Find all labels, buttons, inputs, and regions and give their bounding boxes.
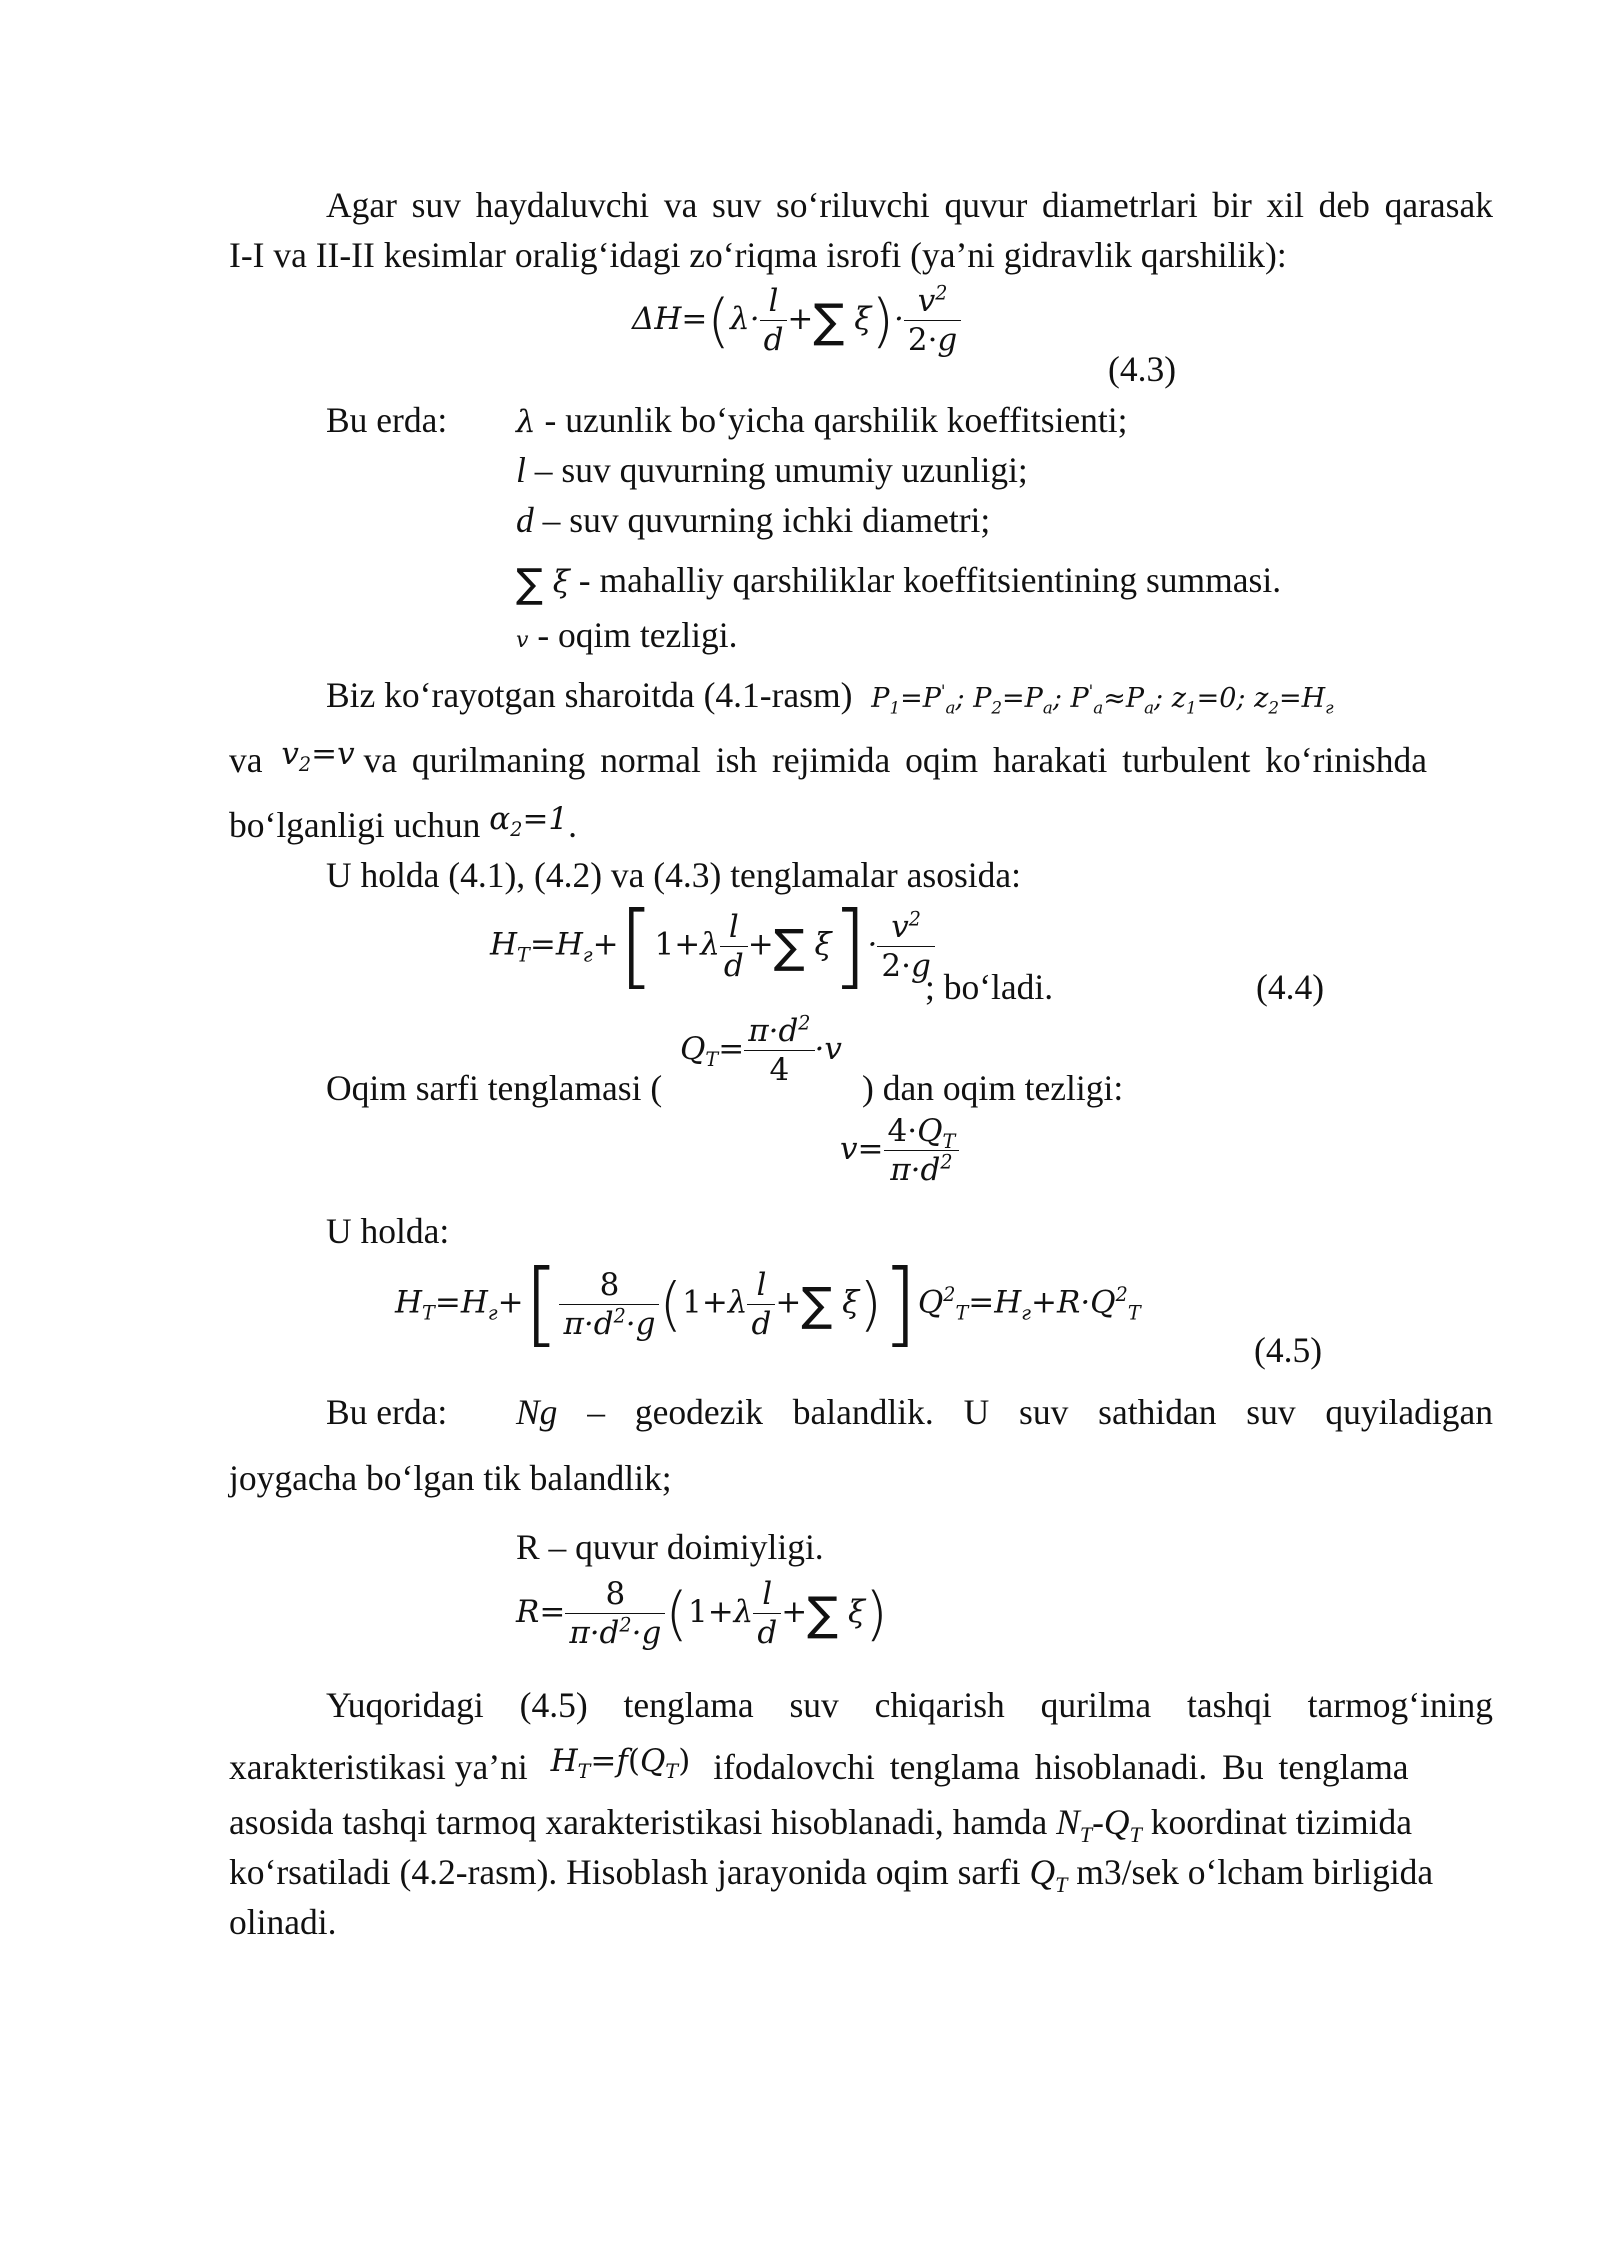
velocity-equation: v= $\frac{4\cdot Q_T}{\pi\cdot d^2}$ xyxy=(840,1112,959,1189)
equation-4-5: $H_T=H_г+$[ $\frac{8}{\pi\cdot d^2\cdot g}$ (1+λ $\frac{l}{d}$ +∑ $\xi)]Q^2_T=H_г+R\cdot Q^2_T$ xyxy=(395,1250,1141,1357)
paragraph-line: ko‘rsatiladi (4.2-rasm). Hisoblash jarayonida oqim sarfi $Q_T$ m3/sek o‘lcham birligida xyxy=(229,1852,1434,1898)
r-equation: R= $\frac{8}{\pi\cdot d^2\cdot g}$ (1+λ $\frac{l}{d}$ +∑ ξ) xyxy=(516,1576,888,1651)
definition-d: d – suv quvurning ichki diametri; xyxy=(516,500,991,540)
definition-ng: Ng – geodezik balandlik. U suv sathidan suv quyiladigan xyxy=(516,1392,1494,1432)
equation-4-4: $H_T=H_г+[1+\lambda$ $\frac{l}{d}$ +∑ ξ]· $\frac{v^2}{2\cdot g}$ xyxy=(490,900,935,992)
paragraph-line: Biz ko‘rayotgan sharoitda (4.1-rasm) $P_1=P'_a$; $P_2=P_a$; $P'_a\approx P_a$; $z_1=0$; $z_2=H_г$ xyxy=(326,675,1334,718)
equation-number: (4.3) xyxy=(1108,349,1177,389)
paragraph-line: va $v_2=v$ va qurilmaning normal ish rejimida oqim harakati turbulent ko‘rinishda xyxy=(229,736,1427,780)
paragraph-line: xarakteristikasi ya’ni $H_T=f(Q_T)$ ifodalovchi tenglama hisoblanadi. Bu tenglama xyxy=(229,1743,1409,1787)
definitions-intro: Bu erda: xyxy=(326,400,448,440)
paragraph-line: olinadi. xyxy=(229,1902,337,1942)
definition-v: v - oqim tezligi. xyxy=(516,615,738,655)
definition-sum: ∑ ξ - mahalliy qarshiliklar koeffitsientining summasi. xyxy=(516,560,1282,607)
definitions-intro: Bu erda: xyxy=(326,1392,448,1432)
paragraph-line: Agar suv haydaluvchi va suv so‘riluvchi quvur diametrlari bir xil deb qarasak xyxy=(326,185,1493,225)
paragraph-line: Oqim sarfi tenglamasi ( xyxy=(326,1068,663,1108)
paragraph-line: U holda: xyxy=(326,1211,450,1251)
definition-lambda: λ - uzunlik bo‘yicha qarshilik koeffitsienti; xyxy=(516,400,1128,440)
paragraph-line-end: ) dan oqim tezligi: xyxy=(862,1068,1124,1108)
definition-r: R – quvur doimiyligi. xyxy=(516,1527,824,1567)
paragraph-line: Yuqoridagi (4.5) tenglama suv chiqarish qurilma tashqi tarmog‘ining xyxy=(326,1685,1493,1725)
paragraph-line: asosida tashqi tarmoq xarakteristikasi hisoblanadi, hamda $N_T-Q_T$ koordinat tizimida xyxy=(229,1802,1412,1848)
definition-ng-cont: joygacha bo‘lgan tik balandlik; xyxy=(229,1458,672,1498)
paragraph-line: I-I va II-II kesimlar oralig‘idagi zo‘riqma isrofi (ya’ni gidravlik qarshilik): xyxy=(229,235,1287,275)
equation-number: (4.5) xyxy=(1254,1330,1323,1370)
flow-equation: $Q_T=$ $\frac{\pi\cdot d^2}{4}$ ·v xyxy=(680,1011,842,1088)
equation-4-3: ΔH=(λ· $\frac{l}{d}$ +∑ ξ)· $\frac{v^2}{2\cdot g}$ xyxy=(632,282,961,359)
equation-number: (4.4) xyxy=(1256,967,1325,1007)
paragraph-line: U holda (4.1), (4.2) va (4.3) tenglamalar asosida: xyxy=(326,855,1021,895)
paragraph-line: bo‘lganligi uchun $\alpha_2=1$. xyxy=(229,801,578,845)
definition-l: l – suv quvurning umumiy uzunligi; xyxy=(516,450,1028,490)
equation-suffix: ; bo‘ladi. xyxy=(925,967,1054,1007)
